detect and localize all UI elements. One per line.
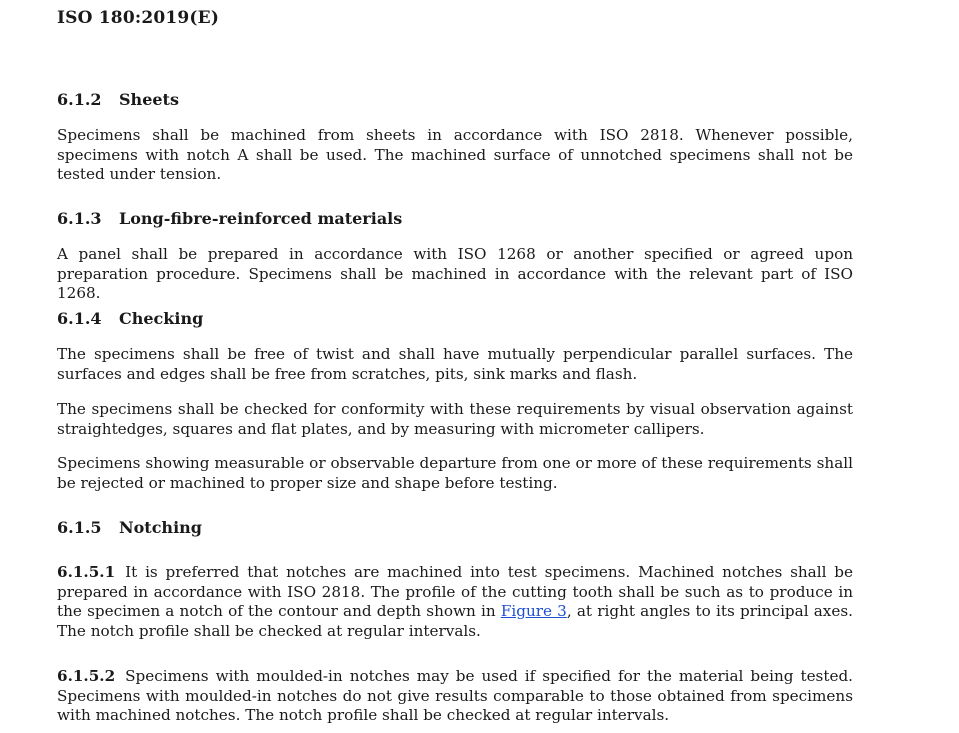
section-heading-6-1-4: [57, 309, 203, 328]
paragraph-checking-1: The specimens shall be free of twist and shall have mutually perpendicular parallel surfaces. The surfaces and edges shall be free from scratches, pits, sink marks and flash.: [57, 345, 853, 383]
section-heading-6-1-5: [57, 518, 202, 537]
paragraph-text: It is preferred that notches are machined into test specimens. Machined notches shall be prepared in accordance with ISO 2818. The profile of the cutting tooth shall be such as to produce in the specimen a notch of the contour and depth shown in: [57, 563, 853, 621]
document-header: ISO 180:2019(E): [57, 8, 220, 28]
section-number: 6.1.3: [57, 209, 102, 228]
paragraph-text: , at right angles to its principal axes. The notch profile shall be checked at regular intervals.: [57, 602, 853, 640]
paragraph-sheets: Specimens shall be machined from sheets in accordance with ISO 2818. Whenever possible, specimens with notch A shall be used. The machined surface of unnotched specimens shall not be tested under tension.: [57, 126, 853, 184]
section-heading-6-1-2: [57, 90, 179, 109]
paragraph-6-1-5-2: [57, 667, 853, 726]
paragraph-long-fibre: A panel shall be prepared in accordance with ISO 1268 or another specified or agreed upon preparation procedure. Specimens shall be machined in accordance with the relevant part of ISO 1268.: [57, 245, 853, 303]
subsection-number: 6.1.5.2: [57, 667, 116, 685]
figure-3-link[interactable]: Figure 3: [500, 602, 567, 621]
section-title: Sheets: [119, 90, 179, 109]
section-number: 6.1.2: [57, 90, 102, 109]
section-number: 6.1.4: [57, 309, 102, 328]
section-heading-6-1-3: [57, 209, 402, 228]
section-title: Checking: [119, 309, 204, 328]
paragraph-6-1-5-1: [57, 563, 853, 641]
paragraph-checking-3: Specimens showing measurable or observable departure from one or more of these requirements shall be rejected or machined to proper size and shape before testing.: [57, 454, 853, 492]
section-number: 6.1.5: [57, 518, 102, 537]
paragraph-text: Specimens with moulded-in notches may be used if specified for the material being tested. Specimens with moulded-in notches do not give results comparable to those obtained from specimens with machined notches. The notch profile shall be checked at regular intervals.: [57, 667, 853, 725]
section-title: Notching: [119, 518, 202, 537]
subsection-number: 6.1.5.1: [57, 563, 116, 581]
paragraph-checking-2: The specimens shall be checked for conformity with these requirements by visual observation against straightedges, squares and flat plates, and by measuring with micrometer callipers.: [57, 400, 853, 438]
section-title: Long-fibre-reinforced materials: [119, 209, 403, 228]
